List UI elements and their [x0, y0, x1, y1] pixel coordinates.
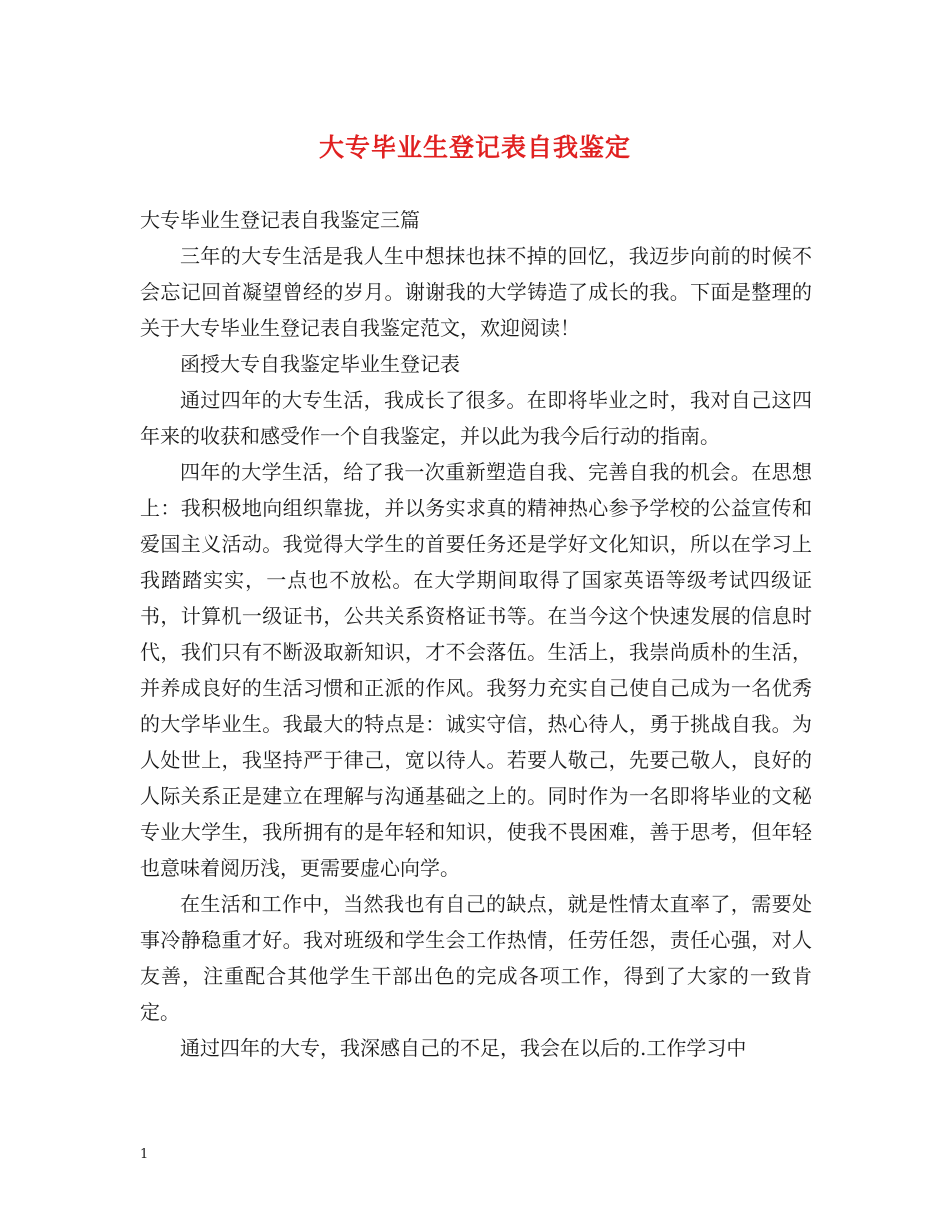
body-paragraph: 通过四年的大专，我深感自己的不足，我会在以后的.工作学习中 — [180, 1036, 747, 1060]
intro-paragraph: 三年的大专生活是我人生中想抹也抹不掉的回忆，我迈步向前的时候不会忘记回首凝望曾经的岁月。谢谢我的大学铸造了成长的我。下面是整理的关于大专毕业生登记表自我鉴定范文，欢迎阅读！ — [140, 244, 812, 340]
page-number: 1 — [140, 1147, 149, 1162]
document-title: 大专毕业生登记表自我鉴定 — [318, 133, 631, 162]
body-paragraph: 四年的大学生活，给了我一次重新塑造自我、完善自我的机会。在思想上：我积极地向组织靠拢，并以务实求真的精神热心参予学校的公益宣传和爱国主义活动。我觉得大学生的首要任务还是学好文化知识，所以在学习上我踏踏实实，一点也不放松。在大学期间取得了国家英语等级考试四级证书，计算机一级证书，公共关系资格证书等。在当今这个快速发展的信息时代，我们只有不断汲取新知识，才不会落伍。生活上，我崇尚质朴的生活，并养成良好的生活习惯和正派的作风。我努力充实自己使自己成为一名优秀的大学毕业生。我最大的特点是：诚实守信，热心待人，勇于挑战自我。为人处世上，我坚持严于律己，宽以待人。若要人敬己，先要己敬人，良好的人际关系正是建立在理解与沟通基础之上的。同时作为一名即将毕业的文秘专业大学生，我所拥有的是年轻和知识，使我不畏困难，善于思考，但年轻也意味着阅历浅，更需要虚心向学。 — [140, 460, 812, 880]
body-paragraph: 通过四年的大专生活，我成长了很多。在即将毕业之时，我对自己这四年来的收获和感受作一个自我鉴定，并以此为我今后行动的指南。 — [140, 388, 812, 448]
subheading: 函授大专自我鉴定毕业生登记表 — [180, 352, 460, 376]
body-paragraph: 在生活和工作中，当然我也有自己的缺点，就是性情太直率了，需要处事冷静稳重才好。我对班级和学生会工作热情，任劳任怨，责任心强，对人友善，注重配合其他学生干部出色的完成各项工作，得到了大家的一致肯定。 — [140, 892, 812, 1024]
document-body — [140, 202, 812, 1066]
section-heading: 大专毕业生登记表自我鉴定三篇 — [140, 208, 420, 232]
